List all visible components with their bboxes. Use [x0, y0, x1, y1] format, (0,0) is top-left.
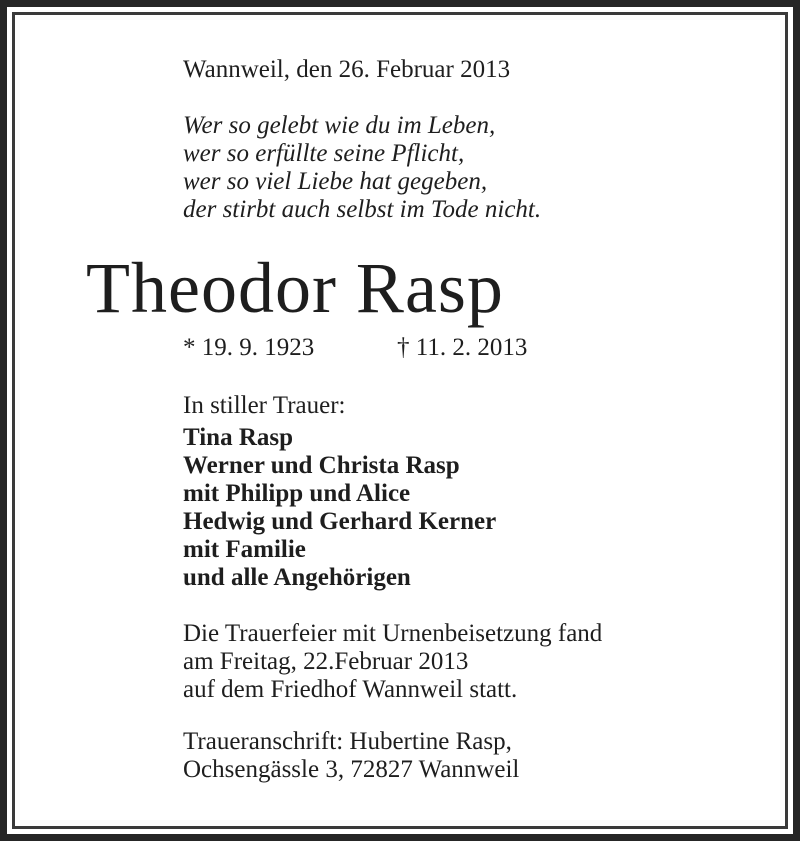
place-date: Wannweil, den 26. Februar 2013 [183, 56, 511, 83]
mourner: Tina Rasp [183, 424, 294, 451]
birth-date: * 19. 9. 1923 [183, 334, 315, 361]
ceremony-line: am Freitag, 22.Februar 2013 [183, 648, 469, 675]
death-date: † 11. 2. 2013 [397, 334, 528, 361]
mourner: Hedwig und Gerhard Kerner [183, 508, 497, 535]
deceased-name: Theodor Rasp [86, 248, 504, 328]
ceremony-line: Die Trauerfeier mit Urnenbeisetzung fand [183, 620, 603, 647]
mourner: mit Familie [183, 536, 306, 563]
mourning-intro: In stiller Trauer: [183, 392, 346, 419]
address-line: Ochsengässle 3, 72827 Wannweil [183, 756, 520, 783]
poem-line: wer so viel Liebe hat gegeben, [183, 168, 488, 195]
poem-line: Wer so gelebt wie du im Leben, [183, 112, 496, 139]
ceremony-line: auf dem Friedhof Wannweil statt. [183, 676, 518, 703]
address-line: Traueranschrift: Hubertine Rasp, [183, 728, 512, 755]
mourner: Werner und Christa Rasp [183, 452, 460, 479]
mourner: mit Philipp und Alice [183, 480, 411, 507]
poem-line: der stirbt auch selbst im Tode nicht. [183, 196, 542, 223]
poem-line: wer so erfüllte seine Pflicht, [183, 140, 465, 167]
mourner: und alle Angehörigen [183, 564, 411, 591]
